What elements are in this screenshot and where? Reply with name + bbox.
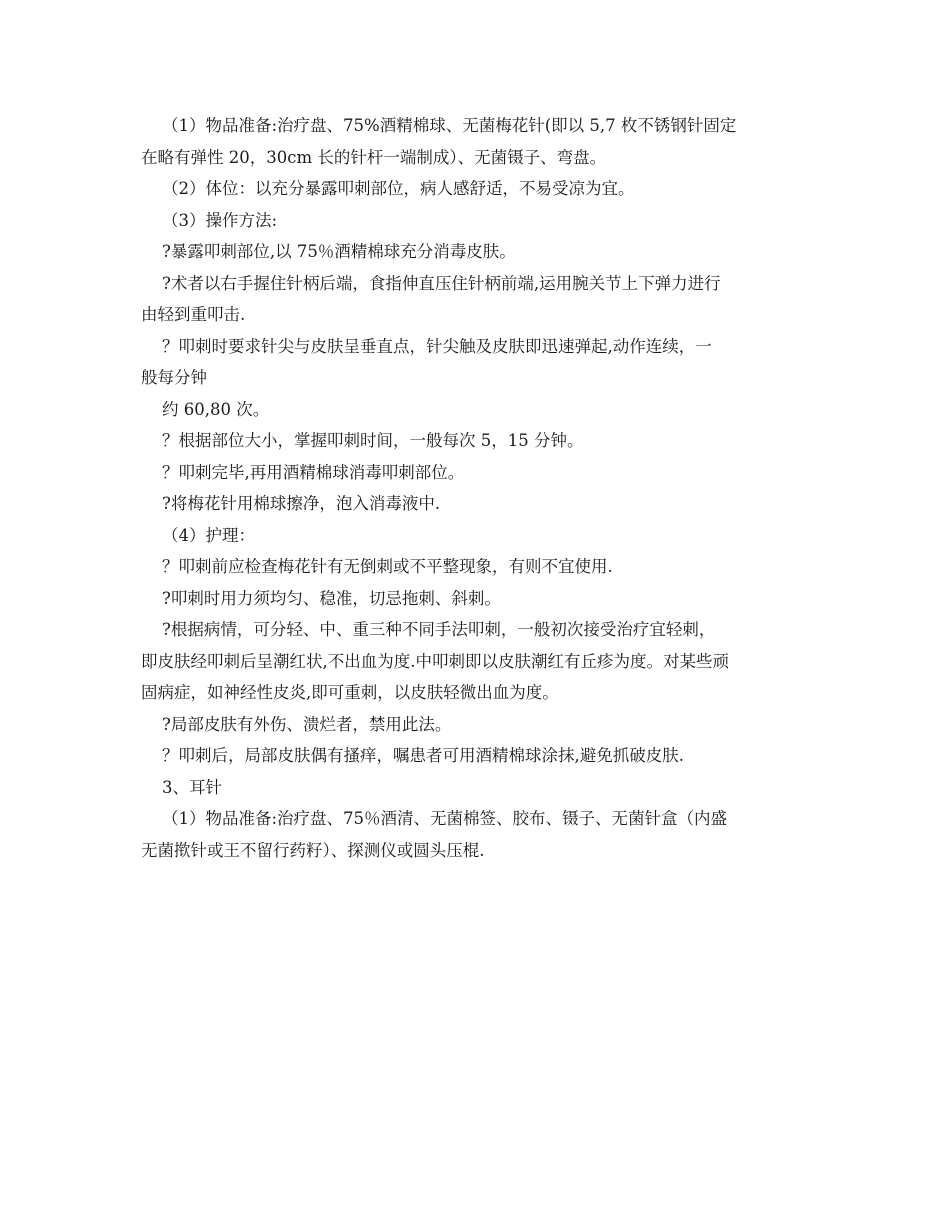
paragraph (141, 803, 811, 866)
text-line: ?叩刺时用力须均匀、稳准，切忌拖刺、斜刺。 (141, 588, 501, 608)
paragraph (141, 205, 811, 237)
paragraph (141, 551, 811, 583)
paragraph (141, 173, 811, 205)
text-line: ？叩刺时要求针尖与皮肤呈垂直点，针尖触及皮肤即迅速弹起,动作连续，一 (141, 336, 712, 356)
text-line: （2）体位：以充分暴露叩刺部位，病人感舒适，不易受凉为宜。 (141, 179, 635, 198)
text-line: 固病症，如神经性皮炎,即可重刺，以皮肤轻微出血为度。 (141, 683, 559, 702)
text-line: ？叩刺后，局部皮肤偶有搔痒，嘱患者可用酒精棉球涂抹,避免抓破皮肤. (141, 746, 684, 765)
paragraph (141, 583, 811, 615)
text-line: 约 60,80 次。 (141, 399, 270, 419)
text-line: ?暴露叩刺部位,以 75％酒精棉球充分消毒皮肤。 (141, 242, 516, 261)
text-line: ?局部皮肤有外伤、溃烂者，禁用此法。 (141, 714, 452, 734)
paragraph (141, 394, 811, 426)
paragraph (141, 457, 811, 489)
text-line: ?将梅花针用棉球擦净，泡入消毒液中. (141, 494, 441, 513)
text-line: （3）操作方法: (141, 210, 278, 230)
paragraph (141, 425, 811, 457)
text-line: （1）物品准备:治疗盘、75%酒精棉球、无菌梅花针(即以 5,7 枚不锈钢针固定 (141, 116, 737, 135)
paragraph (141, 268, 811, 331)
paragraph (141, 772, 811, 804)
paragraph (141, 520, 811, 552)
text-line: （1）物品准备:治疗盘、75％酒清、无菌棉签、胶布、镊子、无菌针盒（内盛 (141, 809, 728, 828)
text-line: 无菌揿针或王不留行药籽）、探测仪或圆头压棍. (141, 840, 485, 860)
paragraph (141, 110, 811, 173)
paragraph (141, 236, 811, 268)
text-line: ?根据病情，可分轻、中、重三种不同手法叩刺，一般初次接受治疗宜轻刺， (141, 620, 716, 639)
text-line: 在略有弹性 20，30cm 长的针杆一端制成）、无菌镊子、弯盘。 (141, 147, 607, 167)
paragraph (141, 614, 811, 709)
text-line: 由轻到重叩击. (141, 305, 246, 324)
text-line: ？叩刺前应检查梅花针有无倒刺或不平整现象，有则不宜使用. (141, 557, 613, 576)
text-line: 3、耳针 (141, 777, 222, 797)
paragraph (141, 740, 811, 772)
text-line: 即皮肤经叩刺后呈潮红状,不出血为度.中叩刺即以皮肤潮红有丘疹为度。对某些顽 (141, 651, 729, 671)
text-line: （4）护理： (141, 525, 255, 545)
text-line: ？叩刺完毕,再用酒精棉球消毒叩刺部位。 (141, 462, 465, 482)
text-line: 般每分钟 (141, 368, 207, 387)
text-line: ？根据部位大小，掌握叩刺时间，一般每次 5，15 分钟。 (141, 431, 584, 450)
paragraph (141, 488, 811, 520)
document-body (141, 110, 811, 866)
paragraph (141, 709, 811, 741)
paragraph (141, 331, 811, 394)
text-line: ?术者以右手握住针柄后端，食指伸直压住针柄前端,运用腕关节上下弹力进行 (141, 273, 721, 293)
